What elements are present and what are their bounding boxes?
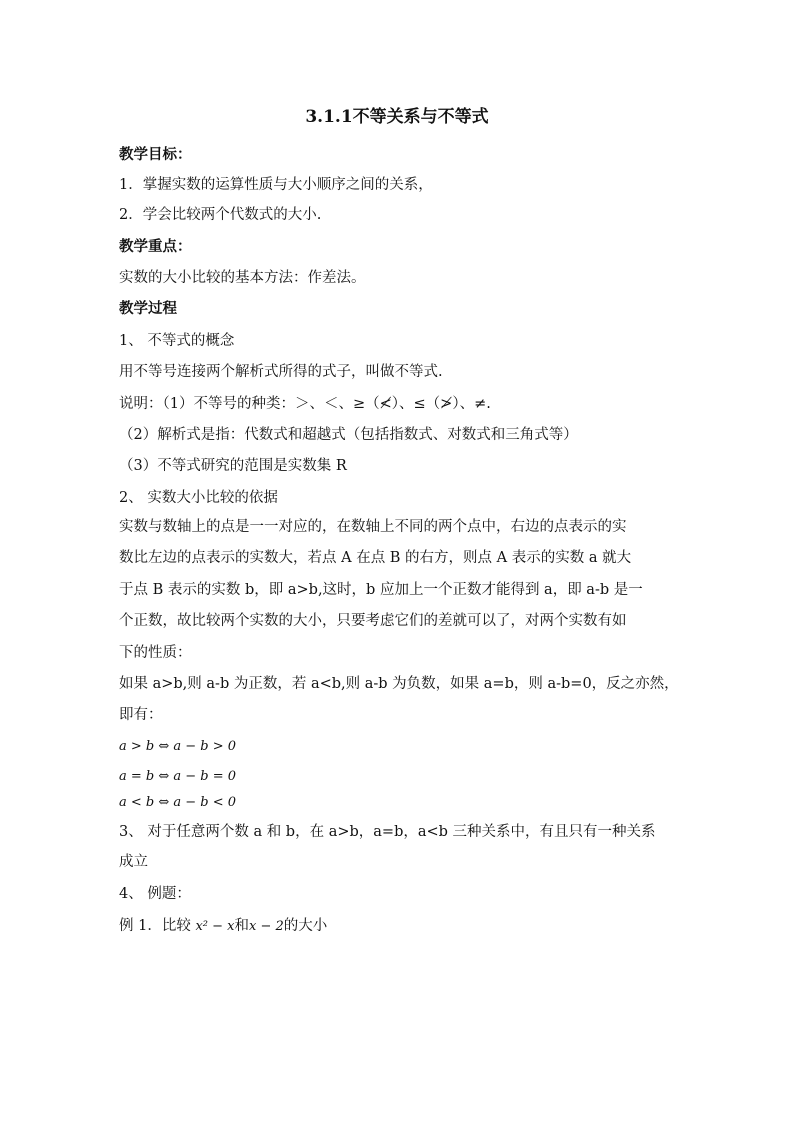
example-1-prefix: 例 1．比较: [119, 918, 196, 934]
p2-line-4: 个正数，故比较两个实数的大小，只要考虑它们的差就可以了，对两个实数有如: [119, 613, 627, 629]
p2-line-6: 如果 a>b,则 a-b 为正数，若 a<b,则 a-b 为负数，如果 a=b，则 a-b=0，反之亦然，: [119, 676, 679, 692]
p2-line-3: 于点 B 表示的实数 b，即 a>b,这时，b 应加上一个正数才能得到 a，即 a-b 是一: [119, 582, 643, 598]
p1-note-1: 说明：（1）不等号的种类：＞、＜、≥（≮）、≤（≯）、≠.: [119, 396, 491, 412]
example-1-expression-1: x² − x: [195, 919, 235, 934]
p3-line-1: 3、 对于任意两个数 a 和 b，在 a>b，a=b，a<b 三种关系中，有且只有一种关系: [119, 824, 656, 840]
example-1-expression-2: x − 2: [249, 919, 284, 934]
example-1-mid: 和: [234, 918, 249, 934]
p3-line-2: 成立: [119, 854, 148, 870]
p1-definition: 用不等号连接两个解析式所得的式子，叫做不等式.: [119, 364, 443, 380]
goal-1: 1．掌握实数的运算性质与大小顺序之间的关系，: [119, 177, 433, 193]
p1-heading: 1、 不等式的概念: [119, 333, 235, 349]
document-title: 3.1.1不等关系与不等式: [305, 107, 489, 127]
formula-less: a < b ⇔ a − b < 0: [119, 795, 237, 810]
p2-heading: 2、 实数大小比较的依据: [119, 490, 278, 506]
example-1: [119, 915, 679, 938]
p1-note-3: （3）不等式研究的范围是实数集 R: [119, 458, 347, 474]
formula-greater: a > b ⇔ a − b > 0: [119, 739, 237, 754]
p2-line-5: 下的性质：: [119, 645, 192, 661]
goal-2: 2．学会比较两个代数式的大小.: [119, 207, 322, 223]
p2-line-1: 实数与数轴上的点是一一对应的，在数轴上不同的两个点中，右边的点表示的实: [119, 519, 627, 535]
formula-equal: a = b ⇔ a − b = 0: [119, 769, 237, 784]
goals-heading: 教学目标：: [119, 146, 192, 163]
p2-line-2: 数比左边的点表示的实数大，若点 A 在点 B 的右方，则点 A 表示的实数 a 就大: [119, 550, 632, 566]
key-heading: 教学重点：: [119, 238, 192, 255]
key-text: 实数的大小比较的基本方法：作差法。: [119, 270, 366, 286]
p2-line-7: 即有：: [119, 707, 163, 723]
p4-heading: 4、 例题：: [119, 886, 191, 902]
process-heading: 教学过程: [119, 300, 177, 317]
p1-note-2: （2）解析式是指：代数式和超越式（包括指数式、对数式和三角式等）: [119, 427, 578, 443]
example-1-suffix: 的大小: [283, 918, 328, 934]
